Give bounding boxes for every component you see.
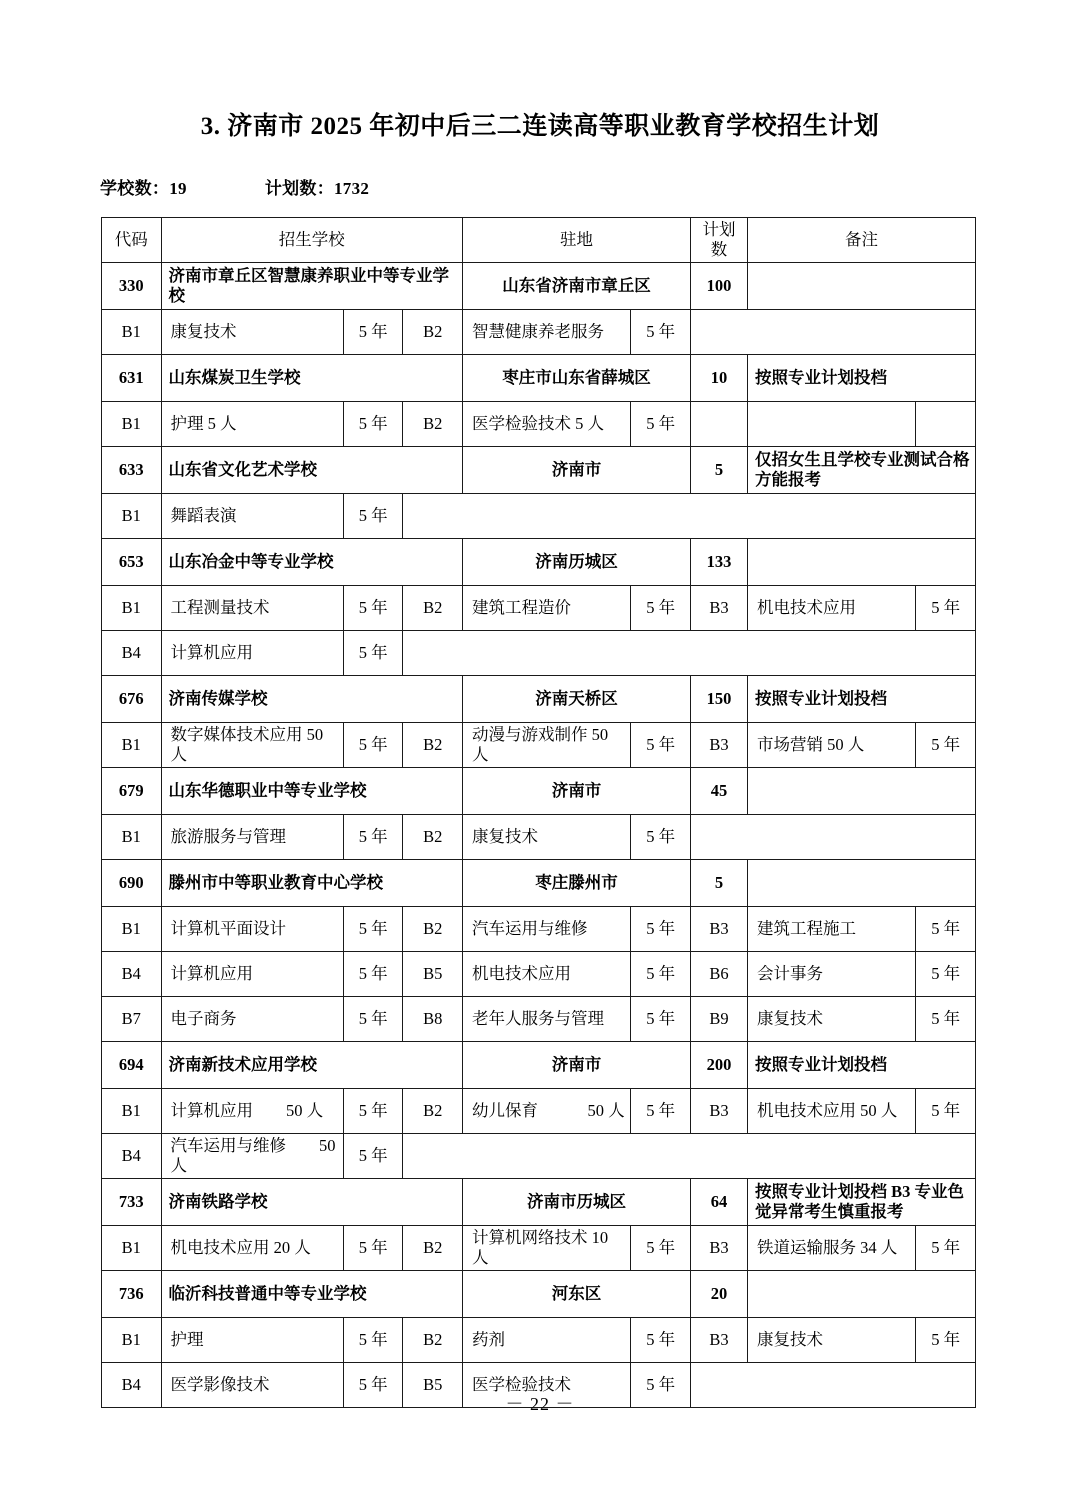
table-row-school	[102, 768, 976, 815]
school-name: 山东华德职业中等专业学校	[161, 768, 462, 815]
school-code: 653	[102, 539, 162, 586]
major-code-1: B1	[102, 586, 162, 631]
major-name-1: 计算机应用	[161, 631, 343, 676]
school-plan-count: 5	[690, 860, 747, 907]
table-row-school	[102, 447, 976, 494]
table-row-major	[102, 1134, 976, 1179]
major-name-2: 老年人服务与管理	[462, 997, 630, 1042]
table-row-major	[102, 310, 976, 355]
school-remark	[747, 860, 975, 907]
table-row-major	[102, 723, 976, 768]
table-row-school	[102, 263, 976, 310]
major-code-2: B2	[403, 1318, 463, 1363]
school-code: 733	[102, 1179, 162, 1226]
school-location: 济南市历城区	[462, 1179, 690, 1226]
major-years-2: 5 年	[631, 997, 691, 1042]
school-plan-count: 5	[690, 447, 747, 494]
empty-cell	[690, 402, 747, 447]
major-years-3: 5 年	[916, 1089, 976, 1134]
major-years-1: 5 年	[343, 1318, 403, 1363]
major-years-1: 5 年	[343, 402, 403, 447]
major-code-2: B2	[403, 586, 463, 631]
major-code-2: B2	[403, 907, 463, 952]
school-code: 694	[102, 1042, 162, 1089]
major-name-1: 电子商务	[161, 997, 343, 1042]
major-years-3: 5 年	[916, 723, 976, 768]
major-code-3: B6	[690, 952, 747, 997]
school-plan-count: 20	[690, 1271, 747, 1318]
school-plan-count: 100	[690, 263, 747, 310]
table-row-school	[102, 860, 976, 907]
column-header-code: 代码	[102, 218, 162, 263]
major-code-2: B5	[403, 1363, 463, 1408]
school-remark: 按照专业计划投档	[747, 355, 975, 402]
major-code-3: B9	[690, 997, 747, 1042]
school-plan-count: 64	[690, 1179, 747, 1226]
major-years-2: 5 年	[631, 586, 691, 631]
major-years-1: 5 年	[343, 1226, 403, 1271]
major-code-1: B4	[102, 1363, 162, 1408]
major-name-3: 机电技术应用 50 人	[747, 1089, 915, 1134]
table-row-school	[102, 676, 976, 723]
column-header-school: 招生学校	[161, 218, 462, 263]
school-plan-count: 133	[690, 539, 747, 586]
major-years-2: 5 年	[631, 1226, 691, 1271]
major-name-3: 康复技术	[747, 997, 915, 1042]
school-code: 690	[102, 860, 162, 907]
table-row-major	[102, 815, 976, 860]
major-code-1: B4	[102, 631, 162, 676]
major-code-1: B1	[102, 402, 162, 447]
page-title: 3. 济南市 2025 年初中后三二连读高等职业教育学校招生计划	[200, 113, 880, 140]
major-years-1: 5 年	[343, 952, 403, 997]
empty-cell	[403, 631, 976, 676]
major-name-2: 医学检验技术	[462, 1363, 630, 1408]
major-code-2: B2	[403, 310, 463, 355]
major-code-2: B8	[403, 997, 463, 1042]
major-name-2: 幼儿保育 50 人	[462, 1089, 630, 1134]
major-name-1: 旅游服务与管理	[161, 815, 343, 860]
major-years-3: 5 年	[916, 997, 976, 1042]
table-row-school	[102, 355, 976, 402]
school-remark	[747, 1271, 975, 1318]
major-code-3: B3	[690, 586, 747, 631]
school-code: 330	[102, 263, 162, 310]
major-name-2: 计算机网络技术 10 人	[462, 1226, 630, 1271]
table-row-major	[102, 952, 976, 997]
major-name-2: 机电技术应用	[462, 952, 630, 997]
major-name-1: 计算机应用	[161, 952, 343, 997]
school-plan-count: 10	[690, 355, 747, 402]
table-row-major	[102, 1089, 976, 1134]
major-name-1: 医学影像技术	[161, 1363, 343, 1408]
major-name-3: 铁道运输服务 34 人	[747, 1226, 915, 1271]
page-number: － 22 －	[505, 1394, 575, 1414]
empty-cell	[403, 494, 976, 539]
column-header-remark: 备注	[747, 218, 975, 263]
table-row-major	[102, 907, 976, 952]
school-code: 736	[102, 1271, 162, 1318]
school-location: 济南天桥区	[462, 676, 690, 723]
school-location: 济南市	[462, 1042, 690, 1089]
table-row-major	[102, 997, 976, 1042]
school-code: 676	[102, 676, 162, 723]
school-name: 济南传媒学校	[161, 676, 462, 723]
school-name: 滕州市中等职业教育中心学校	[161, 860, 462, 907]
table-header	[102, 218, 976, 263]
major-years-2: 5 年	[631, 1089, 691, 1134]
summary-line	[0, 142, 1080, 199]
school-remark: 按照专业计划投档 B3 专业色觉异常考生慎重报考	[747, 1179, 975, 1226]
major-code-2: B2	[403, 402, 463, 447]
major-years-3: 5 年	[916, 1318, 976, 1363]
major-code-1: B1	[102, 723, 162, 768]
major-name-1: 汽车运用与维修 50 人	[161, 1134, 343, 1179]
major-name-2: 医学检验技术 5 人	[462, 402, 630, 447]
empty-cell	[403, 1134, 976, 1179]
major-name-3: 机电技术应用	[747, 586, 915, 631]
school-name: 山东煤炭卫生学校	[161, 355, 462, 402]
school-location: 枣庄市山东省薛城区	[462, 355, 690, 402]
major-name-2: 汽车运用与维修	[462, 907, 630, 952]
school-code: 633	[102, 447, 162, 494]
major-name-1: 护理 5 人	[161, 402, 343, 447]
school-plan-count: 200	[690, 1042, 747, 1089]
school-name: 山东省文化艺术学校	[161, 447, 462, 494]
school-name: 济南铁路学校	[161, 1179, 462, 1226]
major-years-1: 5 年	[343, 723, 403, 768]
school-remark: 仅招女生且学校专业测试合格方能报考	[747, 447, 975, 494]
school-plan-count: 45	[690, 768, 747, 815]
table-row-school	[102, 1042, 976, 1089]
major-name-1: 工程测量技术	[161, 586, 343, 631]
major-years-3: 5 年	[916, 952, 976, 997]
table-row-major	[102, 494, 976, 539]
major-years-2: 5 年	[631, 907, 691, 952]
school-location: 山东省济南市章丘区	[462, 263, 690, 310]
major-years-1: 5 年	[343, 997, 403, 1042]
major-name-1: 计算机平面设计	[161, 907, 343, 952]
empty-cell	[747, 402, 915, 447]
major-years-2: 5 年	[631, 1363, 691, 1408]
major-years-2: 5 年	[631, 1318, 691, 1363]
major-name-1: 数字媒体技术应用 50 人	[161, 723, 343, 768]
table-row-school	[102, 1271, 976, 1318]
major-code-1: B4	[102, 952, 162, 997]
school-code: 679	[102, 768, 162, 815]
major-code-3: B3	[690, 1089, 747, 1134]
major-code-1: B1	[102, 1089, 162, 1134]
major-code-1: B7	[102, 997, 162, 1042]
major-years-1: 5 年	[343, 586, 403, 631]
major-years-1: 5 年	[343, 1089, 403, 1134]
empty-cell	[916, 402, 976, 447]
major-code-2: B2	[403, 1226, 463, 1271]
table-row-school	[102, 539, 976, 586]
major-name-2: 智慧健康养老服务	[462, 310, 630, 355]
school-remark	[747, 539, 975, 586]
major-code-2: B2	[403, 815, 463, 860]
major-code-2: B2	[403, 723, 463, 768]
school-code: 631	[102, 355, 162, 402]
major-name-3: 市场营销 50 人	[747, 723, 915, 768]
major-years-2: 5 年	[631, 402, 691, 447]
school-location: 济南历城区	[462, 539, 690, 586]
major-code-3: B3	[690, 907, 747, 952]
major-name-1: 计算机应用 50 人	[161, 1089, 343, 1134]
major-name-2: 药剂	[462, 1318, 630, 1363]
major-code-1: B1	[102, 310, 162, 355]
school-location: 济南市	[462, 447, 690, 494]
school-name: 山东冶金中等专业学校	[161, 539, 462, 586]
school-remark	[747, 768, 975, 815]
major-code-1: B4	[102, 1134, 162, 1179]
school-name: 济南新技术应用学校	[161, 1042, 462, 1089]
school-remark	[747, 263, 975, 310]
major-name-1: 护理	[161, 1318, 343, 1363]
major-years-2: 5 年	[631, 310, 691, 355]
major-code-3: B3	[690, 1318, 747, 1363]
enrollment-plan-table	[101, 217, 976, 1408]
major-name-3: 建筑工程施工	[747, 907, 915, 952]
school-plan-count: 150	[690, 676, 747, 723]
major-years-1: 5 年	[343, 1363, 403, 1408]
major-years-1: 5 年	[343, 907, 403, 952]
table-row-major	[102, 1226, 976, 1271]
table-row-major	[102, 1318, 976, 1363]
school-location: 济南市	[462, 768, 690, 815]
major-years-2: 5 年	[631, 952, 691, 997]
major-name-2: 康复技术	[462, 815, 630, 860]
column-header-location: 驻地	[462, 218, 690, 263]
major-name-2: 建筑工程造价	[462, 586, 630, 631]
major-name-1: 康复技术	[161, 310, 343, 355]
table-body	[102, 263, 976, 1408]
major-years-2: 5 年	[631, 815, 691, 860]
major-years-1: 5 年	[343, 1134, 403, 1179]
major-years-3: 5 年	[916, 586, 976, 631]
major-name-3: 康复技术	[747, 1318, 915, 1363]
table-row-major	[102, 631, 976, 676]
school-count-label: 学校数：19	[100, 179, 187, 198]
major-years-1: 5 年	[343, 631, 403, 676]
column-header-plan: 计划数	[690, 218, 747, 263]
major-code-3: B3	[690, 1226, 747, 1271]
major-name-1: 舞蹈表演	[161, 494, 343, 539]
major-code-1: B1	[102, 494, 162, 539]
major-years-1: 5 年	[343, 310, 403, 355]
major-code-1: B1	[102, 1226, 162, 1271]
major-code-1: B1	[102, 1318, 162, 1363]
major-years-2: 5 年	[631, 723, 691, 768]
major-code-2: B5	[403, 952, 463, 997]
major-code-1: B1	[102, 815, 162, 860]
major-code-1: B1	[102, 907, 162, 952]
school-remark: 按照专业计划投档	[747, 1042, 975, 1089]
major-name-1: 机电技术应用 20 人	[161, 1226, 343, 1271]
school-location: 河东区	[462, 1271, 690, 1318]
major-name-3: 会计事务	[747, 952, 915, 997]
major-code-3: B3	[690, 723, 747, 768]
school-name: 济南市章丘区智慧康养职业中等专业学校	[161, 263, 462, 310]
table-row-school	[102, 1179, 976, 1226]
table-row-major	[102, 402, 976, 447]
major-years-1: 5 年	[343, 494, 403, 539]
school-name: 临沂科技普通中等专业学校	[161, 1271, 462, 1318]
major-years-3: 5 年	[916, 907, 976, 952]
major-name-2: 动漫与游戏制作 50 人	[462, 723, 630, 768]
plan-count-label: 计划数：1732	[264, 179, 370, 198]
school-remark: 按照专业计划投档	[747, 676, 975, 723]
table-row-major	[102, 586, 976, 631]
major-years-3: 5 年	[916, 1226, 976, 1271]
empty-cell	[690, 310, 975, 355]
school-location: 枣庄滕州市	[462, 860, 690, 907]
table-header-row	[102, 218, 976, 263]
major-code-2: B2	[403, 1089, 463, 1134]
empty-cell	[690, 815, 975, 860]
major-years-1: 5 年	[343, 815, 403, 860]
